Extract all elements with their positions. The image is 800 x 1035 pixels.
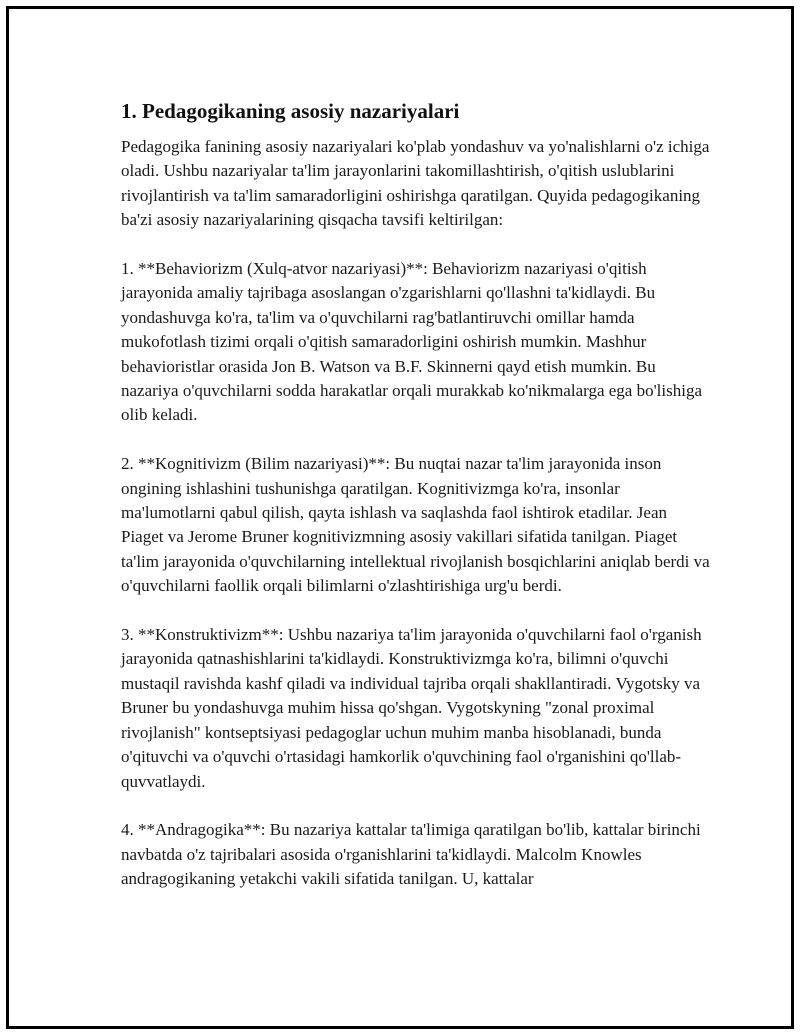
cognitivism-paragraph: 2. **Kognitivizm (Bilim nazariyasi)**: Bu nuqtai nazar ta'lim jarayonida inson ongining ishlashini tushunishga qaratilgan. Kognitivizmga ko'ra, insonlar ma'lumotlarni qabul qilish, qayta ishlash va saqlashda faol ishtirok etadilar. Jean Piaget va Jerome Bruner kognitivizmning asosiy vakillari sifatida tanilgan. Piaget ta'lim jarayonida o'quvchilarning intellektual rivojlanish bosqichlarini aniqlab berdi va o'quvchilarni faollik orqali bilimlarni o'zlashtirishiga urg'u berdi. (121, 454, 710, 596)
section-heading: 1. Pedagogikaning asosiy nazariyalari (121, 99, 460, 123)
constructivism-paragraph: 3. **Konstruktivizm**: Ushbu nazariya ta'lim jarayonida o'quvchilarni faol o'rganish jarayonida qatnashishlarini ta'kidlaydi. Konstruktivizmga ko'ra, bilimni o'quvchi mustaqil ravishda kashf qiladi va individual tajriba orqali shakllantiradi. Vygotsky va Bruner bu yondashuvga muhim hissa qo'shgan. Vygotskyning "zonal proximal rivojlanish" kontseptsiyasi pedagoglar uchun muhim manba hisoblanadi, bunda o'qituvchi va o'quvchi o'rtasidagi hamkorlik o'quvchining faol o'rganishini qo'llab-quvvatlaydi. (121, 625, 702, 791)
behaviorism-paragraph: 1. **Behaviorizm (Xulq-atvor nazariyasi)**: Behaviorizm nazariyasi o'qitish jarayonida amaliy tajribaga asoslangan o'zgarishlarni qo'llashni ta'kidlaydi. Bu yondashuvga ko'ra, ta'lim va o'quvchilarni rag'batlantiruvchi omillar hamda mukofotlash tizimi orqali o'qitish samaradorligini oshirish mumkin. Mashhur behavioristlar orasida Jon B. Watson va B.F. Skinnerni qayd etish mumkin. Bu nazariya o'quvchilarni sodda harakatlar orqali murakkab ko'nikmalarga ega bo'lishiga olib keladi. (121, 259, 702, 425)
andragogy-paragraph: 4. **Andragogika**: Bu nazariya kattalar ta'limiga qaratilgan bo'lib, kattalar birinchi navbatda o'z tajribalari asosida o'rganishlarini ta'kidlaydi. Malcolm Knowles andragogikaning yetakchi vakili sifatida tanilgan. U, kattalar (121, 820, 701, 889)
page-frame (6, 6, 794, 1029)
document-body (121, 97, 711, 916)
intro-paragraph: Pedagogika fanining asosiy nazariyalari ko'plab yondashuv va yo'nalishlarni o'z ichiga oladi. Ushbu nazariyalar ta'lim jarayonlarini takomillashtirish, o'qitish uslublarini rivojlantirish va ta'lim samaradorligini oshirishga qaratilgan. Quyida pedagogikaning ba'zi asosiy nazariyalarining qisqacha tavsifi keltirilgan: (121, 137, 710, 230)
